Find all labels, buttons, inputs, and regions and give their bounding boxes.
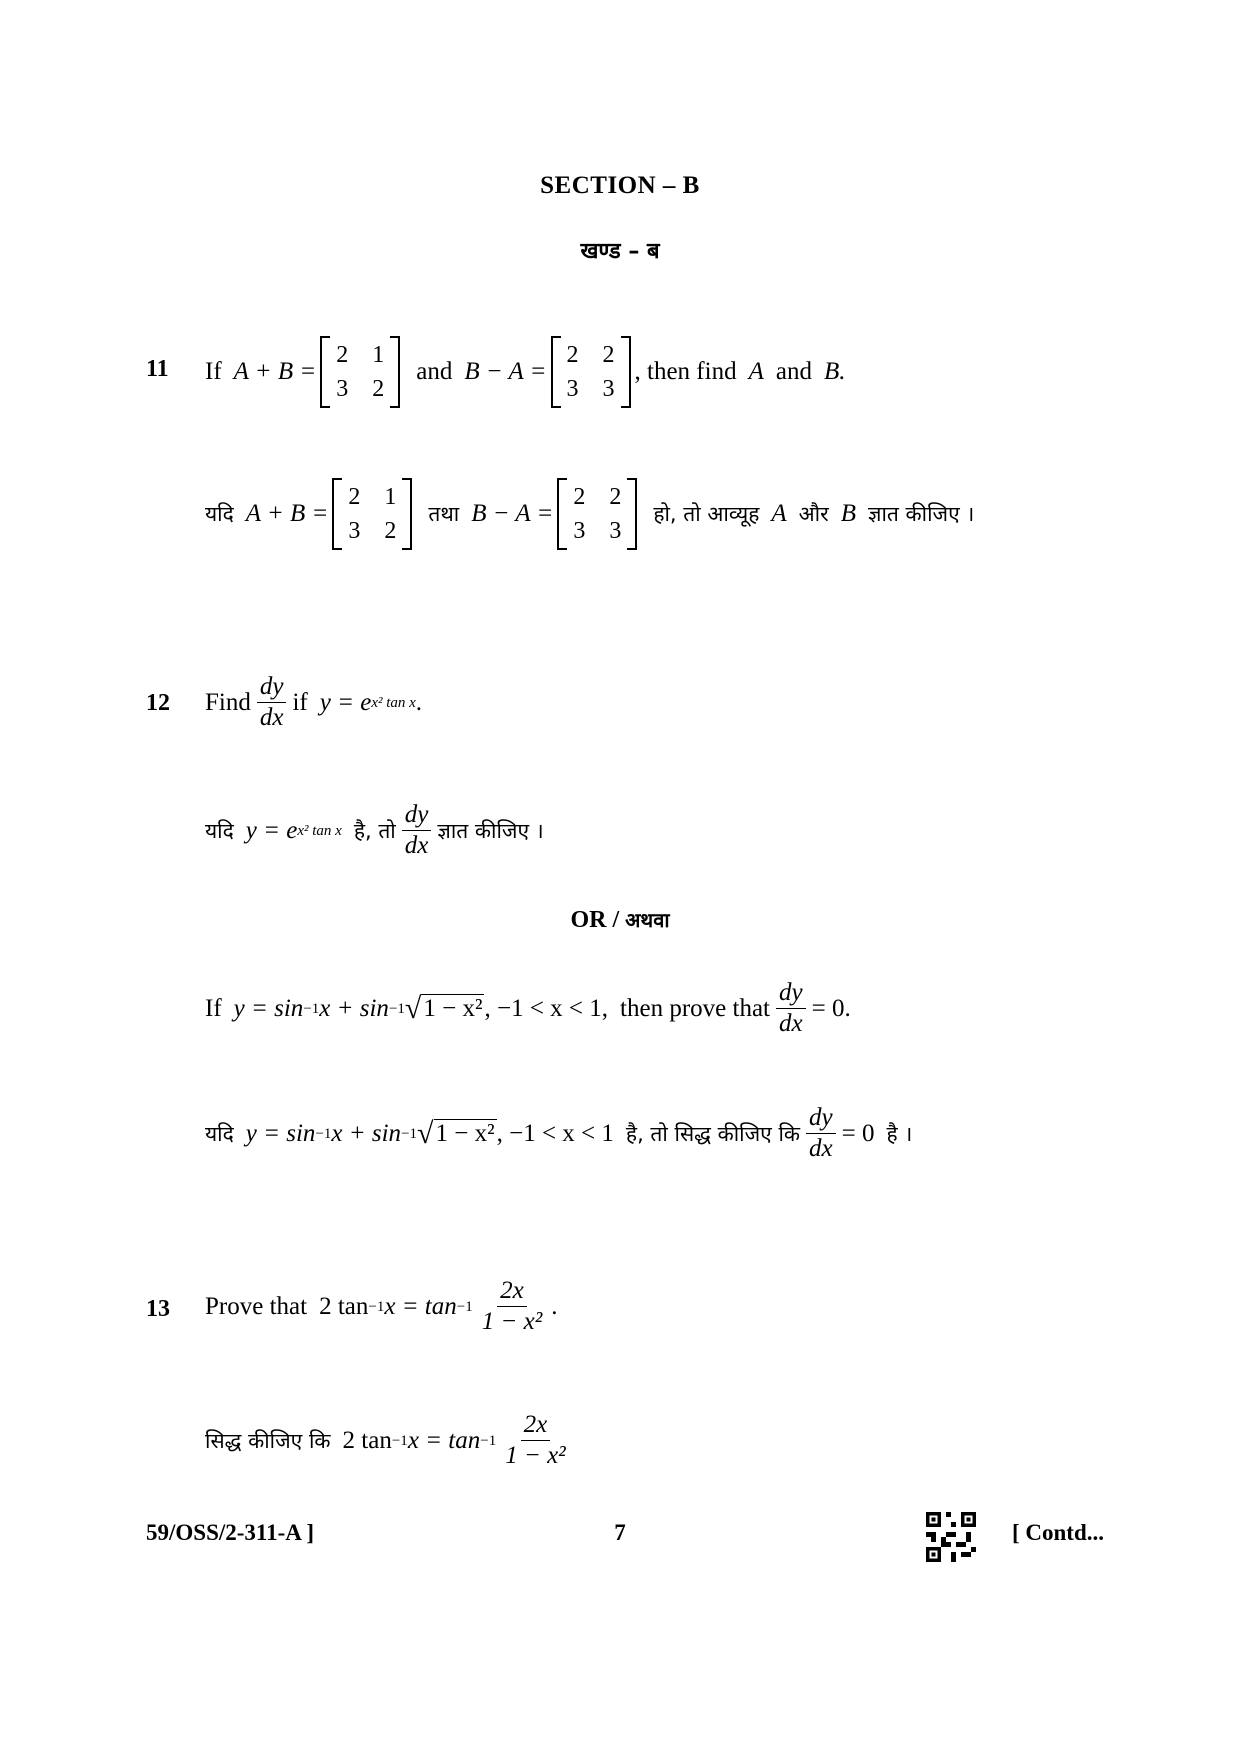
or-divider: OR / अथवा (570, 907, 670, 933)
paper-code: 59/OSS/2-311-A ] (146, 1520, 315, 1545)
matrix-1: 2 1 3 2 (320, 336, 400, 408)
continued-label: [ Contd... (1012, 1520, 1105, 1545)
section-title-hindi: खण्ड – ब (580, 239, 660, 264)
q11-hindi: यदि A + B = 2 1 3 2 तथा B − A = 2 2 3 3 हो, तो आव्यूह A और B ज्ञात कीजिए । (205, 478, 974, 550)
dy-dx-fraction: $\frac{dy}{dx}$ (257, 672, 287, 733)
matrix-2-hindi: 2 2 3 3 (557, 478, 637, 550)
q13-english: Prove that 2 tan −1 x = tan −1 $\frac{2x}{\text{1 − x²}}$ . (205, 1277, 558, 1335)
q11-and: and (416, 358, 453, 385)
question-number-13: 13 (146, 1296, 170, 1322)
q11-english: If A + B = 2 1 3 2 and B − A = 2 2 3 3 , then find A and B. (205, 336, 846, 408)
q11-lhs1: A + B = (233, 358, 317, 385)
matrix-1-hindi: 2 1 3 2 (332, 478, 412, 550)
square-root: √ 1 − x² (404, 991, 483, 1025)
section-title: SECTION – B (540, 172, 700, 199)
q12-alt-english: If y = sin −1 x + sin −1 √ 1 − x² , −1 < x < 1, then prove that $\frac{dy}{dx}$ = 0. (205, 979, 851, 1037)
q11-lhs2: B − A = (464, 358, 547, 385)
matrix-2: 2 2 3 3 (551, 336, 631, 408)
q12-alt-hindi: यदि y = sin −1 x + sin −1 √ 1 − x² , −1 < x < 1 है, तो सिद्ध कीजिए कि $\frac{dy}{dx}$ = 0 है । (205, 1104, 913, 1162)
qr-code-icon (926, 1512, 976, 1562)
q13-hindi: सिद्ध कीजिए कि 2 tan −1 x = tan −1 $\frac{2x}{\text{1 − x²}}$ (205, 1411, 566, 1469)
page-number: 7 (614, 1520, 626, 1545)
q12-hindi: यदि y = e x² tan x है, तो $\frac{dy}{dx}$ ज्ञात कीजिए । (205, 801, 544, 859)
q12-english: Find $\frac{dy}{dx}$ if y = e x² tan x . (205, 673, 423, 731)
question-number-12: 12 (146, 690, 170, 716)
q11-if: If (205, 358, 222, 385)
question-number-11: 11 (146, 356, 169, 382)
